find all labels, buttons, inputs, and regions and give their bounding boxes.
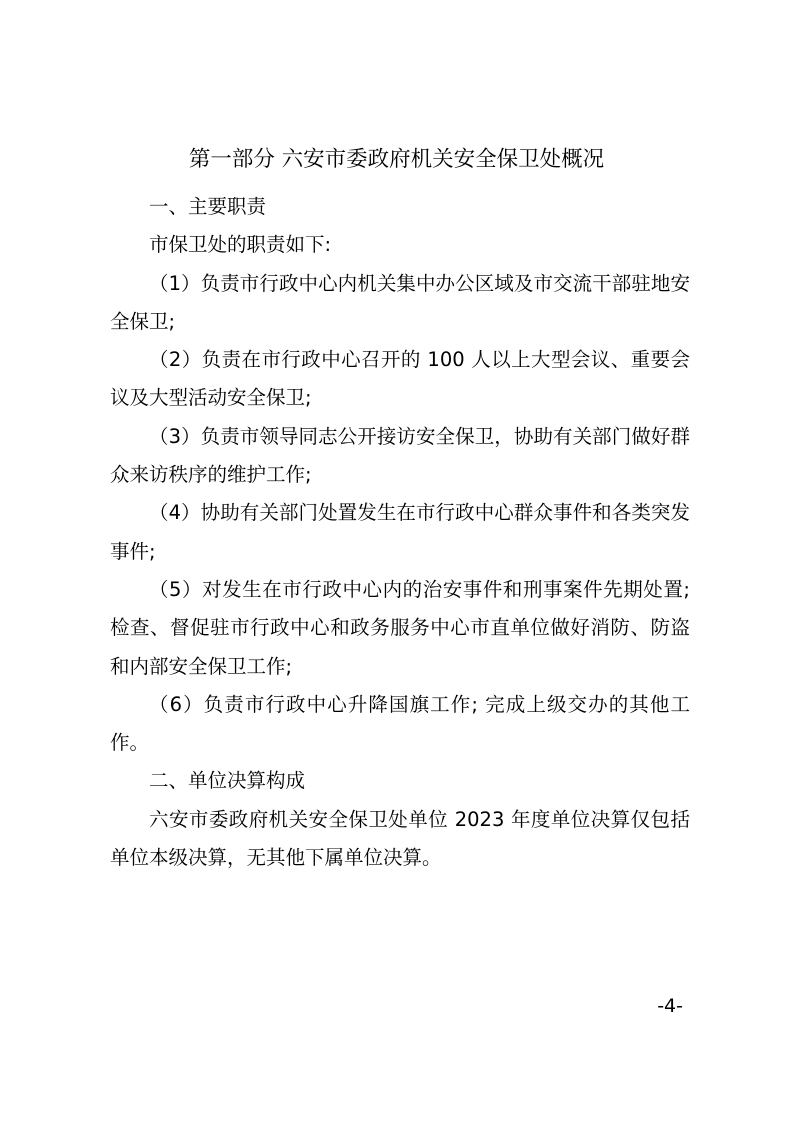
duties-intro: 市保卫处的职责如下: — [149, 233, 332, 257]
section-heading-duties: 一、主要职责 — [149, 195, 267, 218]
duty-item-6: （6）负责市行政中心升降国旗工作; 完成上级交办的其他工作。 — [110, 692, 690, 755]
duty-item-2: （2）负责在市行政中心召开的 100 人以上大型会议、重要会议及大型活动安全保卫; — [110, 348, 690, 410]
duty-item-5: （5）对发生在市行政中心内的治安事件和刑事案件先期处置; 检查、督促驻市行政中心和政务服务中心市直单位做好消防、防盗和内部安全保卫工作; — [110, 577, 690, 678]
document-body — [110, 188, 690, 877]
duty-item-4: （4）协助有关部门处置发生在市行政中心群众事件和各类突发事件; — [110, 501, 690, 563]
composition-body: 六安市委政府机关安全保卫处单位 2023 年度单位决算仅包括单位本级决算，无其他下属单位决算。 — [110, 807, 690, 870]
page-title: 第一部分 六安市委政府机关安全保卫处概况 — [188, 147, 605, 172]
page-number: -4- — [657, 995, 683, 1017]
duty-item-3: （3）负责市领导同志公开接访安全保卫，协助有关部门做好群众来访秩序的维护工作; — [110, 424, 690, 487]
duty-item-1: （1）负责市行政中心内机关集中办公区域及市交流干部驻地安全保卫; — [110, 271, 690, 333]
section-heading-composition: 二、单位决算构成 — [149, 769, 306, 793]
